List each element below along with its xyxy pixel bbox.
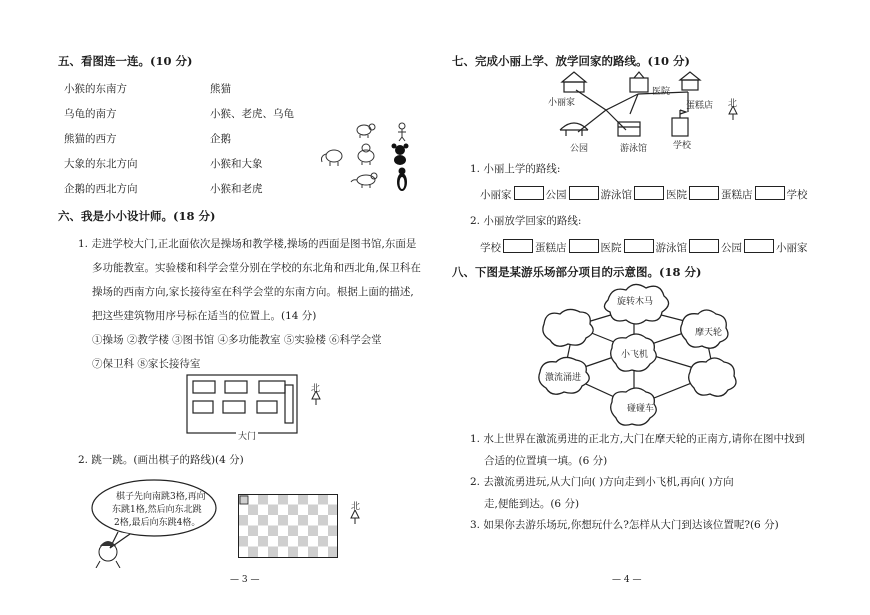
ride-ferris-wheel: 摩天轮: [695, 328, 723, 338]
route-blank[interactable]: [744, 239, 774, 253]
list-item: 小猴和大象: [210, 158, 263, 170]
q-text-line: 合适的位置填一填。(6 分): [484, 455, 608, 467]
ride-rafting: 激流涌进: [545, 373, 582, 383]
gate-label: 大门: [236, 429, 258, 442]
route-blank[interactable]: [514, 186, 544, 200]
section-6-title: 六、我是小小设计师。(18 分): [58, 209, 216, 223]
bubble-line: 东跳1格,然后向东北跳: [112, 505, 202, 515]
route-1-row: [480, 186, 808, 202]
route-stop: 学校: [480, 242, 501, 254]
list-item: 乌龟的南方: [64, 108, 117, 120]
route-stop: 蛋糕店: [535, 242, 567, 254]
board-cell: [328, 526, 338, 537]
route-stop: 医院: [666, 189, 687, 201]
map-label-bakery: 蛋糕店: [686, 101, 714, 111]
route-blank[interactable]: [689, 186, 719, 200]
list-item: 企鹅: [210, 133, 231, 145]
map-label-pool: 游泳馆: [620, 144, 648, 154]
page-number: — 3 —: [230, 575, 260, 585]
map-label-school: 学校: [673, 141, 692, 151]
board-cell: [278, 515, 288, 526]
q1-text-line: 多功能教室。实验楼和科学会堂分别在学校的东北角和西北角,保卫科在: [92, 262, 421, 274]
q-text-line: 1. 水上世界在激流勇进的正北方,大门在摩天轮的正南方,请你在图中找到: [470, 433, 806, 445]
section-5-title: 五、看图连一连。(10 分): [58, 54, 193, 68]
north-arrow-icon: [350, 510, 360, 524]
list-item: 熊猫的西方: [64, 133, 117, 145]
route-stop: 游泳馆: [600, 189, 632, 201]
list-item: 小猴的东南方: [64, 83, 127, 95]
board-cell: [328, 547, 338, 558]
q1-text-line: 1. 走进学校大门,正北面依次是操场和教学楼,操场的西面是图书馆,东面是: [78, 238, 417, 250]
route-2-row: [480, 239, 808, 255]
board-cell: [258, 494, 268, 505]
board-cell: [258, 536, 268, 547]
ride-carousel: 旋转木马: [617, 297, 654, 307]
list-item: 小猴、老虎、乌龟: [210, 108, 294, 120]
board-cell: [298, 515, 308, 526]
route-blank[interactable]: [624, 239, 654, 253]
bubble-line: 棋子先向南跳3格,再向: [116, 492, 206, 502]
route-stop: 公园: [721, 242, 742, 254]
north-label: 北: [311, 384, 321, 394]
board-cell: [318, 494, 328, 505]
map-label-home: 小丽家: [548, 98, 576, 108]
board-cell: [298, 494, 308, 505]
board-cell: [248, 526, 258, 537]
animal-grid-image: [320, 118, 420, 198]
north-arrow-icon: [728, 106, 738, 120]
board-cell: [318, 536, 328, 547]
board-cell: [248, 547, 258, 558]
q-text-line: 2. 去激流勇进玩,从大门向( )方向走到小飞机,再向( )方向: [470, 476, 734, 488]
board-cell: [288, 547, 298, 558]
route-stop: 公园: [545, 189, 567, 201]
route-blank[interactable]: [755, 186, 785, 200]
board-cell: [238, 494, 248, 505]
board-cell: [308, 505, 318, 516]
ride-bumper-cars: 碰碰车: [627, 404, 655, 414]
q-text-line: 3. 如果你去游乐场玩,你想玩什么?怎样从大门到达该位置呢?(6 分): [470, 519, 779, 531]
north-label: 北: [728, 99, 738, 109]
board-cell: [268, 547, 278, 558]
route-blank[interactable]: [503, 239, 533, 253]
route-stop: 医院: [600, 242, 622, 254]
chessboard-grid[interactable]: [238, 494, 338, 558]
q1-text-line: 把这些建筑物用序号标在适当的位置上。(14 分): [92, 310, 317, 322]
board-cell: [318, 515, 328, 526]
route-stop: 游泳馆: [655, 242, 687, 254]
board-cell: [288, 526, 298, 537]
route-question: 2. 小丽放学回家的路线:: [470, 215, 582, 227]
ride-plane: 小飞机: [621, 350, 649, 360]
bubble-line: 2格,最后向东跳4格。: [114, 518, 201, 528]
route-stop: 小丽家: [776, 242, 808, 254]
section-8-title: 八、下图是某游乐场部分项目的示意图。(18 分): [452, 265, 702, 279]
board-cell: [328, 505, 338, 516]
route-blank[interactable]: [569, 239, 599, 253]
page-number: — 4 —: [612, 575, 642, 585]
list-item: 熊猫: [210, 83, 231, 95]
board-cell: [268, 505, 278, 516]
board-cell: [238, 536, 248, 547]
map-label-hospital: 医院: [652, 87, 671, 97]
board-cell: [278, 494, 288, 505]
board-cell: [278, 536, 288, 547]
north-arrow-icon: [311, 391, 321, 405]
route-blank[interactable]: [689, 239, 719, 253]
map-label-park: 公园: [570, 144, 589, 154]
list-item: 小猴和老虎: [210, 183, 263, 195]
route-blank[interactable]: [569, 186, 599, 200]
north-label: 北: [351, 502, 361, 512]
route-stop: 蛋糕店: [721, 189, 753, 201]
options-row: ①操场 ②教学楼 ③图书馆 ④多功能教室 ⑤实验楼 ⑥科学会堂: [92, 334, 382, 346]
board-cell: [238, 515, 248, 526]
board-cell: [288, 505, 298, 516]
route-blank[interactable]: [634, 186, 664, 200]
board-cell: [248, 505, 258, 516]
list-item: 大象的东北方向: [64, 158, 138, 170]
board-cell: [268, 526, 278, 537]
q2-text: 2. 跳一跳。(画出棋子的路线)(4 分): [78, 454, 244, 466]
board-cell: [298, 536, 308, 547]
section-7-title: 七、完成小丽上学、放学回家的路线。(10 分): [452, 54, 690, 68]
board-cell: [258, 515, 268, 526]
route-question: 1. 小丽上学的路线:: [470, 163, 561, 175]
q1-text-line: 操场的西南方向,家长接待室在科学会堂的东南方向。根据上面的描述,: [92, 286, 414, 298]
q-text-line: 走,便能到达。(6 分): [484, 498, 580, 510]
list-item: 企鹅的西北方向: [64, 183, 138, 195]
board-cell: [308, 526, 318, 537]
options-row: ⑦保卫科 ⑧家长接待室: [92, 358, 201, 370]
board-cell: [308, 547, 318, 558]
route-stop: 小丽家: [480, 189, 512, 201]
route-stop: 学校: [786, 189, 808, 201]
